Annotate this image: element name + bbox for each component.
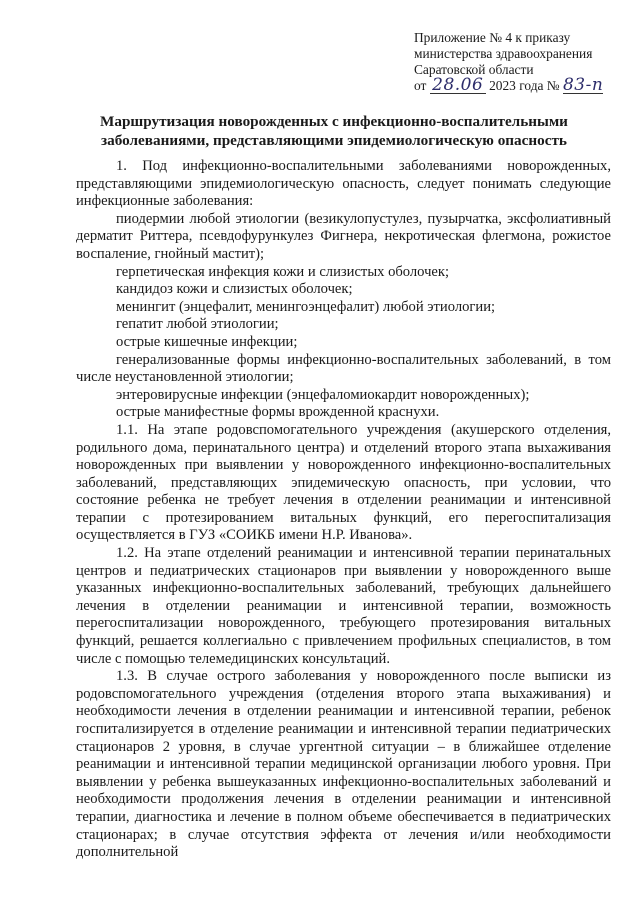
paragraph-1-3: 1.3. В случае острого заболевания у новорожденного после выписки из родовспомогательного учреждения (отделения второго этапа выхаживания) и необходимости лечения в отделении реанимации и интенсивной терапии, ребенок госпитализируется в отделение реанимации и интенсивной терапии педиатрических стационаров 2 уровня, в случае ургентной ситуации – в ближайшее отделение реанимации и интенсивной терапии медицинской организации любого уровня. При выявлении у ребенка вышеуказанных инфекционно-воспалительных заболеваний и необходимости продолжения лечения в отделении реанимации и интенсивной терапии, диагностика и лечение в полном объеме обеспечивается в педиатрических стационарах; в случае отсутствия эффекта от лечения и/или необходимости дополнительной bbox=[76, 668, 611, 861]
annex-year-text: 2023 года № bbox=[489, 78, 560, 93]
disease-item: герпетическая инфекция кожи и слизистых оболочек; bbox=[116, 263, 450, 280]
annex-line-3: Саратовской области bbox=[414, 62, 534, 77]
disease-item: пиодермии любой этиологии (везикулопустулез, пузырчатка, эксфолиативный дерматит Риттера, псевдофурункулез Фигнера, некротическая флегмона, рожистое воспаление, гнойный мастит); bbox=[76, 210, 611, 262]
disease-item: генерализованные формы инфекционно-воспалительных заболеваний, в том числе неустановленной этиологии; bbox=[76, 351, 611, 386]
annex-number-field bbox=[562, 75, 604, 95]
disease-item: кандидоз кожи и слизистых оболочек; bbox=[116, 281, 353, 298]
annex-header bbox=[414, 30, 624, 94]
disease-item: острые манифестные формы врожденной краснухи. bbox=[116, 404, 440, 421]
disease-item: острые кишечные инфекции; bbox=[116, 333, 298, 350]
document-body bbox=[76, 158, 611, 862]
annex-line-2: министерства здравоохранения bbox=[414, 46, 593, 61]
annex-date-handwritten: 28.06 bbox=[432, 75, 484, 95]
annex-from-label: от bbox=[414, 78, 427, 93]
disease-item: энтеровирусные инфекции (энцефаломиокардит новорожденных); bbox=[116, 386, 530, 403]
paragraph-1-1: 1.1. На этапе родовспомогательного учреждения (акушерского отделения, родильного дома, перинатального центра) и отделений второго этапа выхаживания новорожденных при выявлении у новорожденного инфекционно-воспалительных заболеваний, представляющих эпидемическую опасность, при условии, что состояние ребенка не требует лечения в отделении реанимации и интенсивной терапии с протезированием витальных функций, его перегоспитализация осуществляется в ГУЗ «СОИКБ имени Н.Р. Иванова». bbox=[76, 421, 611, 544]
annex-number-handwritten: 83-п bbox=[562, 75, 604, 95]
document-title: Маршрутизация новорожденных с инфекционно-воспалительными заболеваниями, представляющими эпидемиологическую опасность bbox=[100, 113, 568, 149]
annex-line-1: Приложение № 4 к приказу bbox=[414, 30, 571, 45]
annex-date-row bbox=[414, 75, 624, 95]
paragraph-intro: 1. Под инфекционно-воспалительными заболеваниями новорожденных, представляющими эпидемиологическую опасность, следует понимать следующие инфекционные заболевания: bbox=[76, 158, 611, 210]
disease-item: менингит (энцефалит, менингоэнцефалит) любой этиологии; bbox=[116, 298, 496, 315]
paragraph-1-2: 1.2. На этапе отделений реанимации и интенсивной терапии перинатальных центров и педиатрических стационаров при выявлении у новорожденного выше указанных инфекционно-воспалительных заболеваний, требующих дальнейшего лечения в отделении реанимации и интенсивной терапии, возможность перегоспитализации новорожденного, требующего протезирования витальных функций, решается коллегиально с привлечением профильных специалистов, в том числе с помощью телемедицинских консультаций. bbox=[76, 545, 611, 667]
disease-item: гепатит любой этиологии; bbox=[116, 316, 279, 333]
annex-date-field bbox=[430, 75, 486, 95]
